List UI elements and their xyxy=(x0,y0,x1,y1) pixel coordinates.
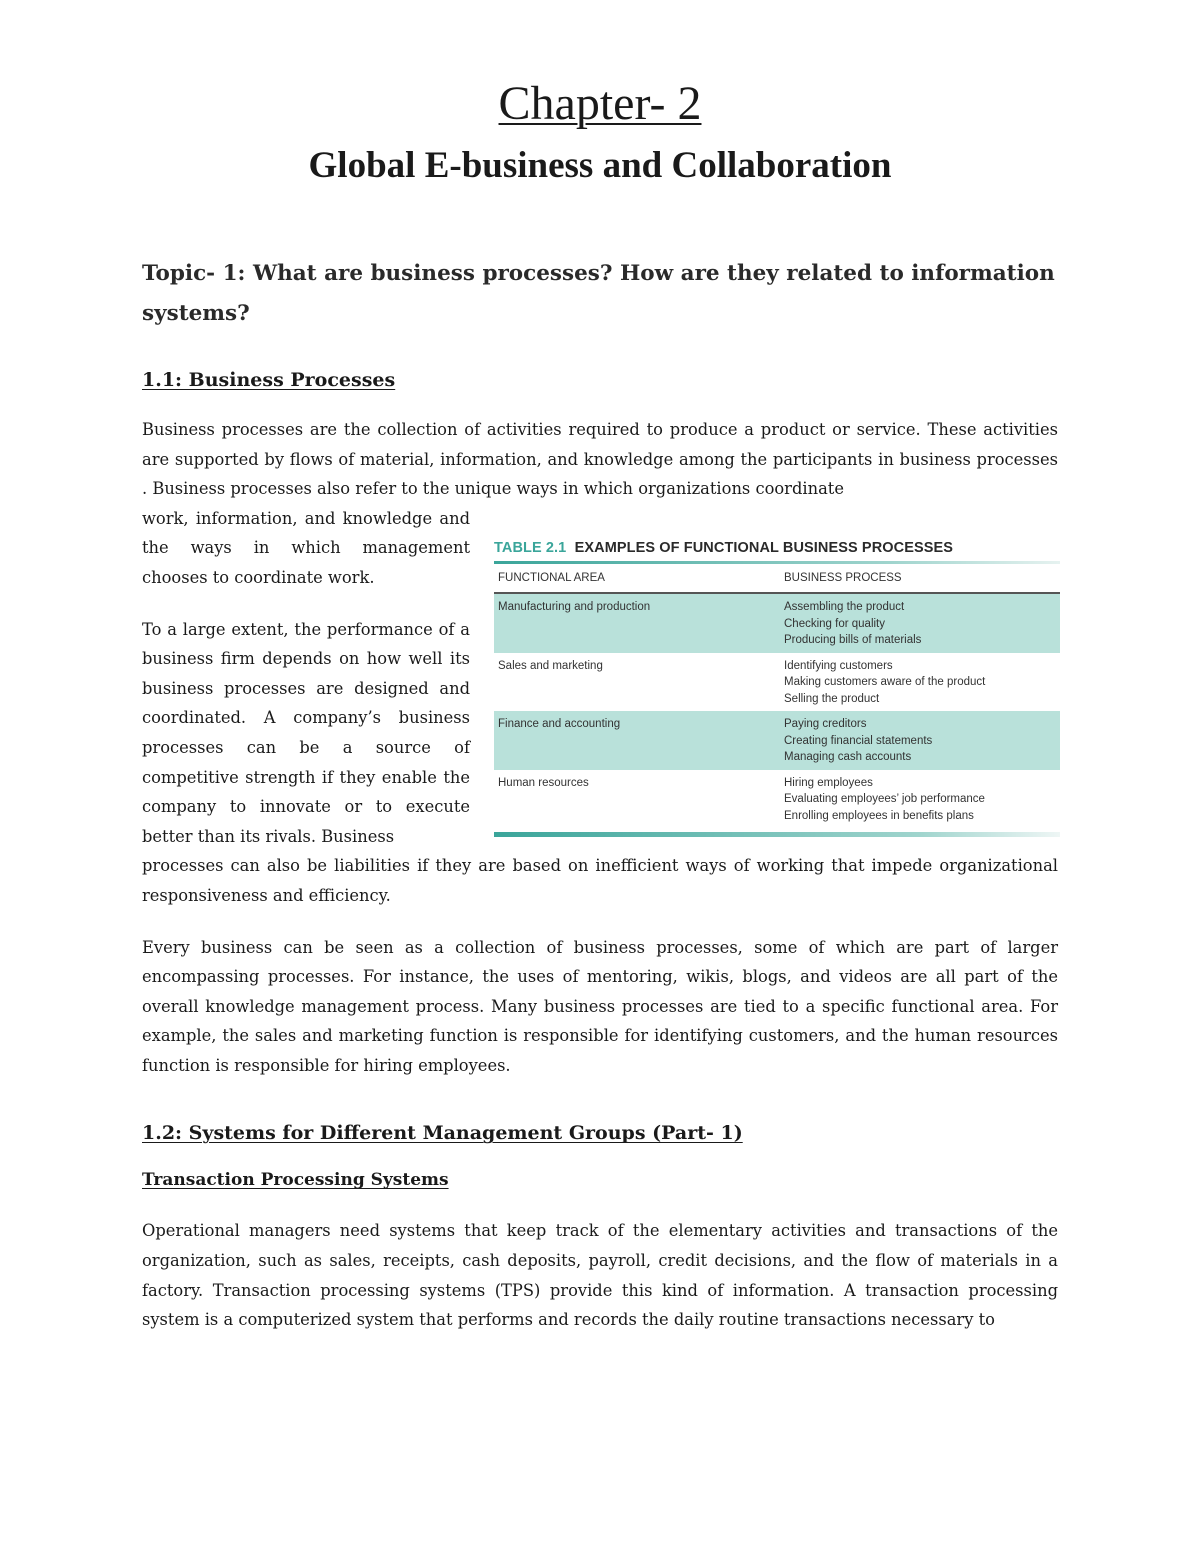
table-cell-processes xyxy=(778,599,1060,653)
table-cell-area: Finance and accounting xyxy=(498,718,621,730)
section-heading-1-2: 1.2: Systems for Different Management Groups (Part- 1) xyxy=(142,1122,743,1145)
section-heading-1-1: 1.1: Business Processes xyxy=(142,369,396,391)
chapter-title xyxy=(142,76,1058,132)
table-bottom-rule xyxy=(494,832,1060,837)
table-figure xyxy=(494,536,1060,836)
process-item: Producing bills of materials xyxy=(784,634,922,646)
table-number: TABLE 2.1 xyxy=(494,540,567,556)
process-item: Checking for quality xyxy=(784,617,885,630)
process-item: Identifying customers xyxy=(784,659,893,672)
subheading-tps: Transaction Processing Systems xyxy=(142,1170,449,1191)
document-page xyxy=(142,0,1058,1335)
table-header-process: BUSINESS PROCESS xyxy=(784,572,902,584)
paragraph-tps: Operational managers need systems that keep track of the elementary activities and transactions of the organization, such as sales, receipts, cash deposits, payroll, credit decisions, and the flow of materials in a factory. Transaction processing systems (TPS) provide this kind of information. A transaction processing system is a computerized system that performs and records the daily routine transactions necessary to xyxy=(142,1221,1058,1330)
process-item: Evaluating employees’ job performance xyxy=(784,793,985,805)
process-item: Creating financial statements xyxy=(784,734,933,747)
paragraph-2-wrapped: To a large extent, the performance of a business firm depends on how well its business processes are designed and coordinated. A company’s business processes can be a source of competitive strength if they enable the company to innovate or to execute better than its rivals. Business xyxy=(142,619,470,846)
table-cell-area: Sales and marketing xyxy=(498,659,603,672)
table-row xyxy=(494,653,1060,712)
table-header xyxy=(494,564,1060,592)
table-cell-processes xyxy=(778,658,1060,712)
table-cell-area: Manufacturing and production xyxy=(498,601,651,613)
table-row xyxy=(494,594,1060,653)
process-item: Hiring employees xyxy=(784,776,873,789)
paragraph-2: processes can also be liabilities if they are based on inefficient ways of working that impede organizational responsiveness and efficiency. xyxy=(142,856,1058,905)
process-item: Paying creditors xyxy=(784,718,867,730)
topic-heading: Topic- 1: What are business processes? How are they related to information systems? xyxy=(142,261,1055,326)
paragraph-3: Every business can be seen as a collection of business processes, some of which are part of larger encompassing processes. For instance, the uses of mentoring, wikis, blogs, and videos are all part of the overall knowledge management process. Many business processes are tied to a specific functional area. For example, the sales and marketing function is responsible for identifying customers, and the human resources function is responsible for hiring employees. xyxy=(142,937,1058,1075)
chapter-title-text: Chapter- 2 xyxy=(498,77,702,130)
paragraph-1-wrapped: work, information, and knowledge and the ways in which management chooses to coordinate work. xyxy=(142,508,470,587)
table-cell-processes xyxy=(778,775,1060,829)
table-cell-processes xyxy=(778,716,1060,770)
paragraph-1: Business processes are the collection of activities required to produce a product or service. These activities are supported by flows of material, information, and knowledge among the participants in business processes . Business processes also refer to the unique ways in which organizations coordinate xyxy=(142,420,1058,499)
table-row xyxy=(494,711,1060,770)
chapter-subtitle: Global E-business and Collaboration xyxy=(308,145,892,186)
table-header-area: FUNCTIONAL AREA xyxy=(498,572,605,584)
process-item: Selling the product xyxy=(784,692,880,705)
table-caption: EXAMPLES OF FUNCTIONAL BUSINESS PROCESSES xyxy=(574,540,954,556)
table-cell-area: Human resources xyxy=(498,776,589,789)
table-row xyxy=(494,770,1060,829)
process-item: Enrolling employees in benefits plans xyxy=(784,809,974,822)
process-item: Managing cash accounts xyxy=(784,751,912,763)
process-item: Making customers aware of the product xyxy=(784,676,986,688)
process-item: Assembling the product xyxy=(784,601,905,613)
table-title xyxy=(494,536,1060,560)
